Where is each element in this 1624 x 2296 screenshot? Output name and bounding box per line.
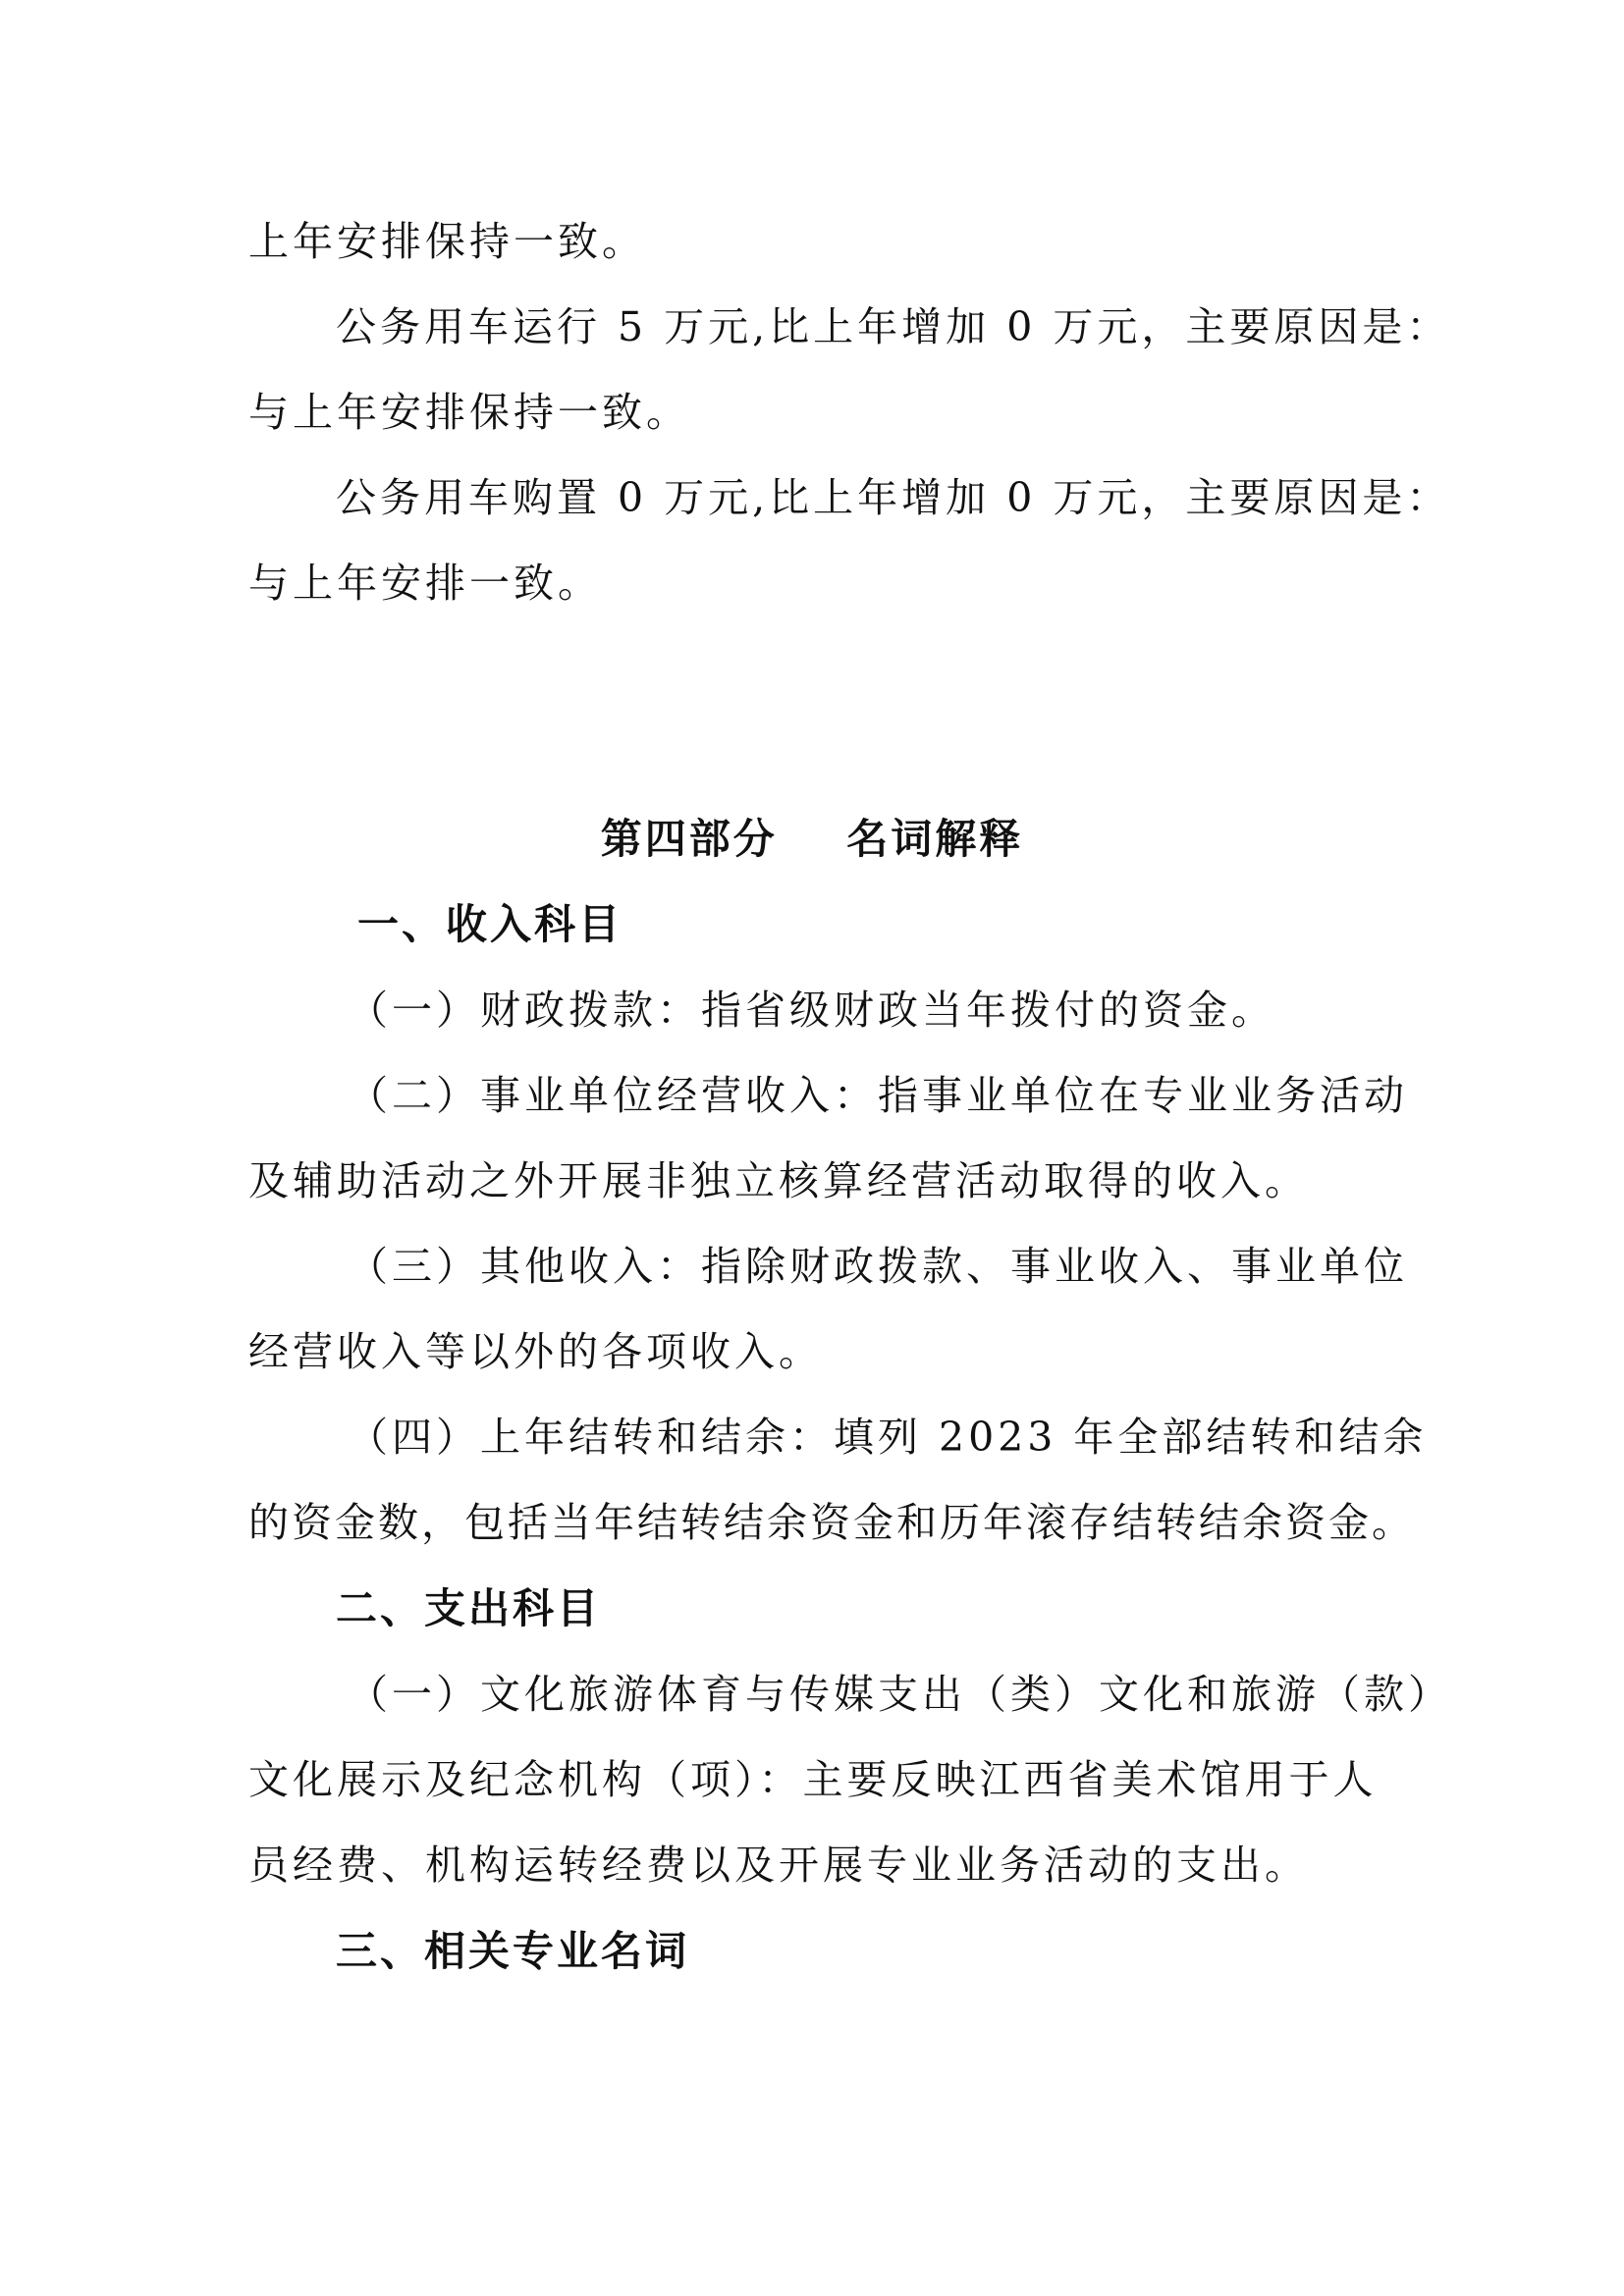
paragraph-line: 上年安排保持一致。 [248, 218, 646, 265]
paragraph-line: 与上年安排保持一致。 [248, 389, 690, 436]
section-heading-expense: 二、支出科目 [336, 1584, 602, 1632]
paragraph-line: （一）财政拨款：指省级财政当年拨付的资金。 [348, 987, 1275, 1034]
paragraph-line: 公务用车购置 0 万元,比上年增加 0 万元，主要原因是： [336, 474, 1451, 521]
paragraph-line: 公务用车运行 5 万元,比上年增加 0 万元，主要原因是： [336, 303, 1451, 350]
paragraph-line: 文化展示及纪念机构（项）：主要反映江西省美术馆用于人 [248, 1756, 1378, 1803]
paragraph-line: （三）其他收入：指除财政拨款、事业收入、事业单位 [348, 1243, 1408, 1290]
paragraph-line: 与上年安排一致。 [248, 560, 602, 607]
part-title: 第四部分 名词解释 [600, 815, 1024, 863]
paragraph-line: （一）文化旅游体育与传媒支出（类）文化和旅游（款） [348, 1671, 1452, 1718]
paragraph-line: 的资金数，包括当年结转结余资金和历年滚存结转结余资金。 [248, 1499, 1415, 1546]
paragraph-line: （四）上年结转和结余：填列 2023 年全部结转和结余 [348, 1414, 1428, 1461]
paragraph-line: 经营收入等以外的各项收入。 [248, 1328, 823, 1375]
paragraph-line: （二）事业单位经营收入：指事业单位在专业业务活动 [348, 1072, 1408, 1119]
paragraph-line: 及辅助活动之外开展非独立核算经营活动取得的收入。 [248, 1157, 1309, 1204]
section-heading-income: 一、收入科目 [357, 900, 623, 948]
section-heading-terms: 三、相关专业名词 [336, 1927, 690, 1975]
paragraph-line: 员经费、机构运转经费以及开展专业业务活动的支出。 [248, 1842, 1309, 1889]
